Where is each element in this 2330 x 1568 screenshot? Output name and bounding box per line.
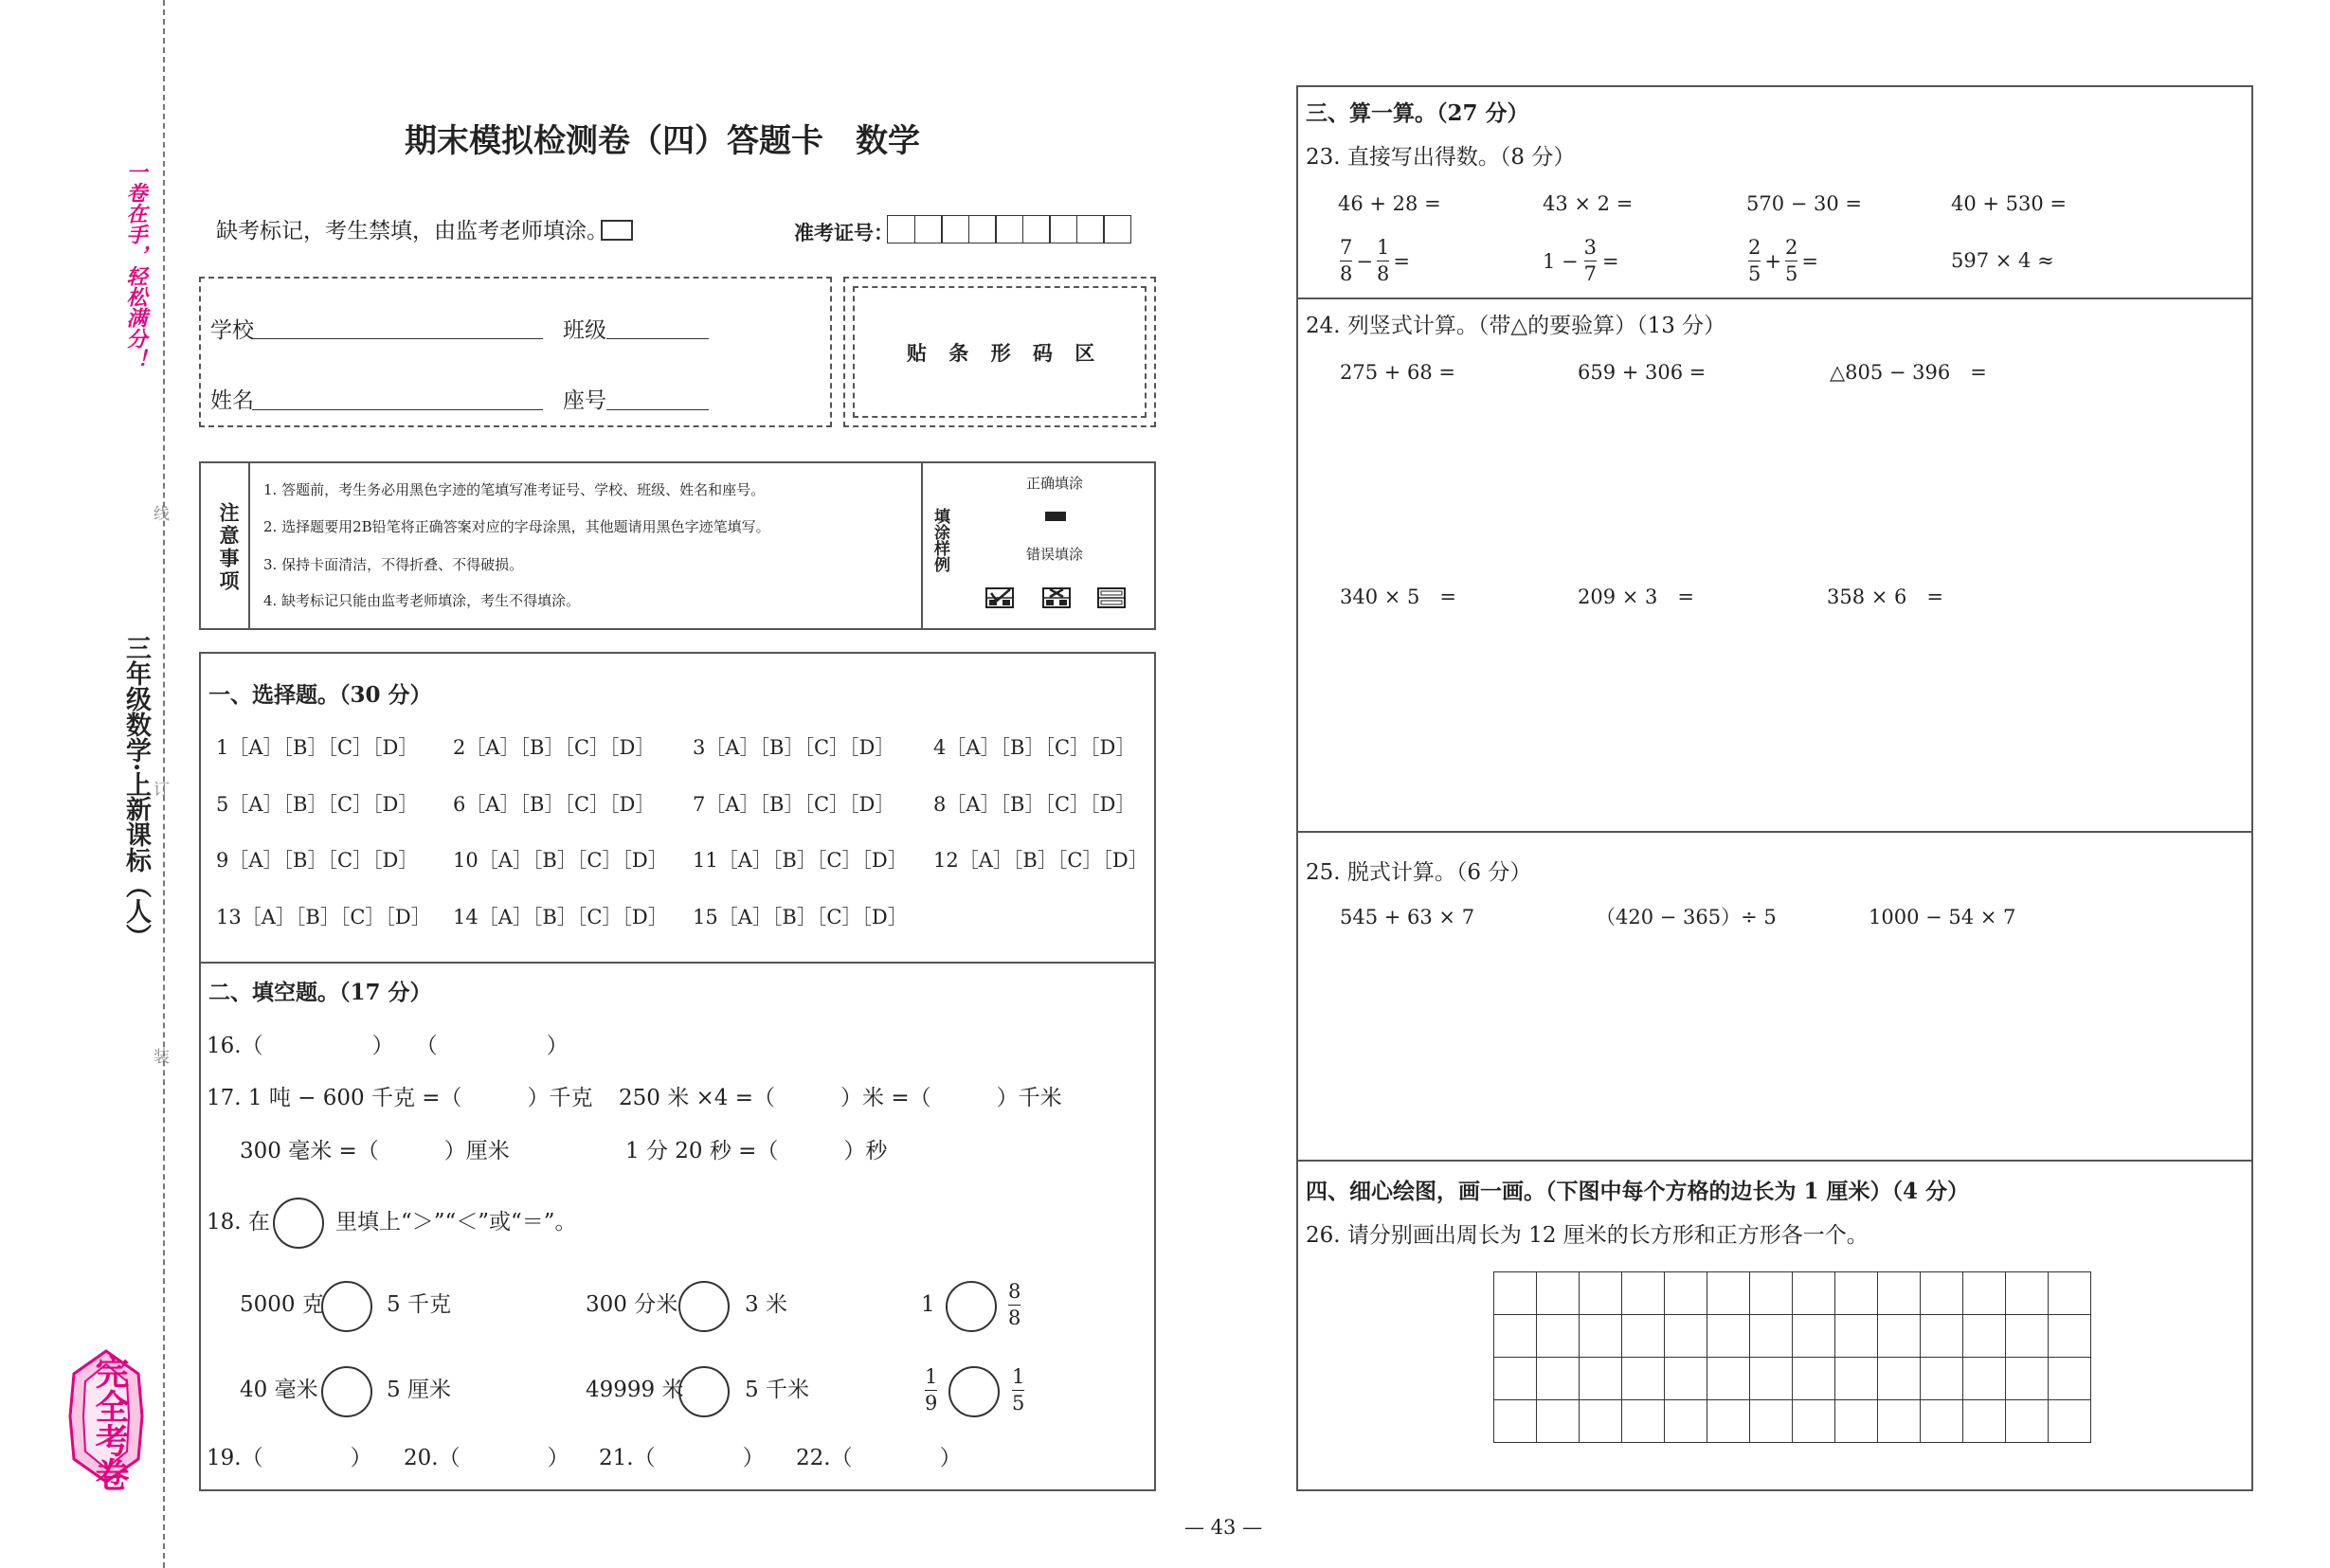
choice-options[interactable]: ［A］［B］［C］［D］	[717, 849, 908, 872]
grid-cell[interactable]	[1580, 1272, 1622, 1315]
choice-options[interactable]: ［A］［B］［C］［D］	[478, 906, 668, 928]
choice-row-9[interactable]	[216, 851, 418, 871]
exam-id-label: 准考证号：	[794, 221, 894, 244]
barcode-label: 贴 条 形 码 区	[907, 341, 1103, 365]
grid-cell[interactable]	[1878, 1358, 1921, 1400]
notice-item-4: 4. 缺考标记只能由监考老师填涂，考生不得填涂。	[263, 592, 581, 609]
choice-row-2[interactable]	[453, 738, 655, 758]
compare-1-right: 5 千克	[387, 1292, 451, 1317]
school-label: 学校	[210, 318, 254, 343]
grid-cell[interactable]	[1707, 1315, 1750, 1358]
grid-cell[interactable]	[1963, 1400, 2006, 1443]
cut-mark-pack: 装	[154, 1048, 170, 1067]
choice-number: 13	[216, 906, 242, 928]
choice-row-7[interactable]	[693, 795, 894, 815]
q17-mm[interactable]: 300 毫米 =（ ）厘米	[240, 1139, 510, 1163]
grid-cell[interactable]	[2006, 1315, 2049, 1358]
choice-row-13[interactable]	[216, 908, 431, 928]
choice-number: 14	[453, 906, 479, 928]
q23-item-4[interactable]: 40 + 530 =	[1951, 192, 2068, 215]
grid-cell[interactable]	[1835, 1358, 1878, 1400]
wrong-empty-mark	[1097, 587, 1126, 608]
class-label: 班级	[563, 318, 606, 343]
section4-title: 四、细心绘图，画一画。（下图中每个方格的边长为 1 厘米）（4 分）	[1306, 1179, 1970, 1204]
compare-1-left: 5000 克	[240, 1292, 324, 1317]
grid-cell[interactable]	[1835, 1315, 1878, 1358]
seat-field[interactable]	[606, 409, 709, 410]
grid-cell[interactable]	[2006, 1272, 2049, 1315]
grid-cell[interactable]	[2049, 1400, 2091, 1443]
grid-cell[interactable]	[1494, 1315, 1537, 1358]
book-name: 三年级数学·上	[121, 635, 151, 798]
compare-6-circle[interactable]	[948, 1366, 1000, 1417]
grid-cell[interactable]	[1921, 1400, 1963, 1443]
correct-fill-mark	[1045, 512, 1066, 521]
section3-title: 三、算一算。（27 分）	[1306, 100, 1529, 126]
grid-cell[interactable]	[1494, 1272, 1537, 1315]
grid-cell[interactable]	[1707, 1358, 1750, 1400]
q25-title: 25. 脱式计算。（6 分）	[1306, 860, 1532, 885]
page-title: 期末模拟检测卷（四）答题卡 数学	[405, 122, 920, 160]
grid-cell[interactable]	[1963, 1272, 2006, 1315]
grid-cell[interactable]	[1580, 1358, 1622, 1400]
grid-cell[interactable]	[1537, 1272, 1580, 1315]
notice-title: 注意事项	[217, 502, 241, 593]
grid-cell[interactable]	[1580, 1315, 1622, 1358]
compare-6-left-frac: 1 9	[925, 1365, 938, 1415]
compare-5-left: 49999 米	[586, 1378, 684, 1402]
wrong-fill-label: 错误填涂	[1026, 546, 1084, 563]
choice-options[interactable]: ［A］［B］［C］［D］	[241, 906, 431, 928]
choice-options[interactable]: ［A］［B］［C］［D］	[705, 736, 895, 759]
notice-item-1: 1. 答题前，考生务必用黑色字迹的笔填写准考证号、学校、班级、姓名和座号。	[263, 481, 766, 498]
compare-2-right: 3 米	[745, 1292, 787, 1317]
choice-number: 11	[693, 849, 718, 872]
compare-4-right: 5 厘米	[387, 1378, 451, 1402]
grid-cell[interactable]	[2006, 1400, 2049, 1443]
grid-cell[interactable]	[1707, 1400, 1750, 1443]
q22[interactable]: 22.（ ）	[796, 1446, 962, 1470]
choice-options[interactable]: ［A］［B］［C］［D］	[946, 736, 1136, 759]
class-field[interactable]	[606, 338, 709, 339]
compare-4-left: 40 毫米	[240, 1378, 318, 1402]
grid-cell[interactable]	[1494, 1358, 1537, 1400]
grid-cell[interactable]	[1622, 1272, 1665, 1315]
choice-row-11[interactable]	[693, 851, 908, 871]
choice-options[interactable]: ［A］［B］［C］［D］	[705, 793, 895, 816]
brand-logo	[64, 1345, 148, 1491]
grid-cell[interactable]	[1665, 1315, 1707, 1358]
q24-item-3[interactable]: △805 − 396 =	[1830, 361, 1987, 384]
compare-4-circle[interactable]	[321, 1366, 372, 1417]
grid-cell[interactable]	[1963, 1358, 2006, 1400]
name-label: 姓名	[210, 388, 254, 413]
q23-item-7[interactable]: $\frac{2}{5}$ + $\frac{2}{5}$ =	[1748, 236, 1818, 286]
grid-cell[interactable]	[2049, 1272, 2091, 1315]
wrong-cross-mark	[1042, 587, 1071, 608]
choice-options[interactable]: ［A］［B］［C］［D］	[946, 793, 1136, 816]
grid-cell[interactable]	[1878, 1315, 1921, 1358]
grid-cell[interactable]	[2049, 1315, 2091, 1358]
grid-cell[interactable]	[2006, 1358, 2049, 1400]
q26-title: 26. 请分别画出周长为 12 厘米的长方形和正方形各一个。	[1306, 1223, 1869, 1248]
grid-cell[interactable]	[1835, 1400, 1878, 1443]
q24-item-1[interactable]: 275 + 68 =	[1340, 361, 1456, 384]
section2-title: 二、填空题。（17 分）	[208, 980, 432, 1005]
compare-3-circle[interactable]	[946, 1281, 997, 1332]
grid-cell[interactable]	[1793, 1315, 1835, 1358]
choice-row-10[interactable]	[453, 851, 668, 871]
choice-number: 5	[216, 793, 229, 816]
brand-text: 完全考卷	[90, 1355, 129, 1491]
grid-cell[interactable]	[1878, 1272, 1921, 1315]
choice-options[interactable]: ［A］［B］［C］［D］	[465, 793, 656, 816]
name-field[interactable]	[252, 409, 543, 410]
choice-row-8[interactable]	[933, 795, 1135, 815]
q23-item-5[interactable]: $\frac{7}{8}$ − $\frac{1}{8}$ =	[1340, 236, 1410, 286]
correct-fill-label: 正确填涂	[1026, 475, 1084, 492]
compare-3-left: 1	[921, 1292, 935, 1317]
cut-mark-line: 线	[154, 505, 170, 524]
grid-cell[interactable]	[1921, 1272, 1963, 1315]
grid-cell[interactable]	[1750, 1400, 1793, 1443]
exam-id-boxes[interactable]	[887, 215, 1131, 245]
q25-item-2[interactable]: （420 − 365）÷ 5	[1596, 906, 1777, 928]
sample-title: 填涂样例	[930, 508, 949, 572]
grid-cell[interactable]	[1750, 1358, 1793, 1400]
choice-number: 2	[453, 736, 466, 759]
q24-item-2[interactable]: 659 + 306 =	[1578, 361, 1707, 384]
slogan: 一卷在手，轻松满分！	[123, 161, 148, 369]
grid-cell[interactable]	[1793, 1272, 1835, 1315]
compare-2-left: 300 分米	[586, 1292, 678, 1317]
grid-cell[interactable]	[1750, 1272, 1793, 1315]
compare-1-circle[interactable]	[321, 1281, 372, 1332]
wrong-check-mark	[985, 587, 1014, 608]
absent-checkbox[interactable]	[601, 220, 633, 241]
grid-cell[interactable]	[1537, 1358, 1580, 1400]
choice-options[interactable]: ［A］［B］［C］［D］	[478, 849, 668, 872]
q24-title: 24. 列竖式计算。（带△的要验算）（13 分）	[1306, 314, 1726, 338]
grid-cell[interactable]	[1963, 1315, 2006, 1358]
grid-cell[interactable]	[1921, 1315, 1963, 1358]
compare-2-circle[interactable]	[678, 1281, 730, 1332]
grid-cell[interactable]	[1793, 1358, 1835, 1400]
q23-item-2[interactable]: 43 × 2 =	[1543, 192, 1634, 215]
grid-cell[interactable]	[2049, 1358, 2091, 1400]
grid-cell[interactable]	[1793, 1400, 1835, 1443]
drawing-grid[interactable]	[1493, 1271, 2091, 1443]
q20[interactable]: 20.（ ）	[404, 1446, 569, 1470]
choice-options[interactable]: ［A］［B］［C］［D］	[465, 736, 656, 759]
q16[interactable]: 16.（ ） （ ）	[207, 1034, 569, 1058]
grid-cell[interactable]	[1622, 1315, 1665, 1358]
info-box	[199, 277, 832, 427]
q17-ton[interactable]: 17. 1 吨 − 600 千克 =（ ）千克	[207, 1086, 593, 1110]
grid-cell[interactable]	[1537, 1315, 1580, 1358]
notice-item-3: 3. 保持卡面清洁，不得折叠、不得破损。	[263, 556, 524, 573]
choice-options[interactable]: ［A］［B］［C］［D］	[228, 849, 419, 872]
q24-item-6[interactable]: 358 × 6 =	[1827, 586, 1943, 608]
grid-cell[interactable]	[1921, 1358, 1963, 1400]
q25-item-1[interactable]: 545 + 63 × 7	[1340, 906, 1475, 928]
grid-cell[interactable]	[1835, 1272, 1878, 1315]
grid-cell[interactable]	[1878, 1400, 1921, 1443]
grid-cell[interactable]	[1750, 1315, 1793, 1358]
choice-row-3[interactable]	[693, 738, 894, 758]
grid-cell[interactable]	[1622, 1358, 1665, 1400]
compare-5-circle[interactable]	[678, 1366, 730, 1417]
q23-item-6[interactable]: 1 − $\frac{3}{7}$ =	[1543, 236, 1619, 286]
q21[interactable]: 21.（ ）	[599, 1446, 765, 1470]
choice-number: 9	[216, 849, 229, 872]
q23-item-1[interactable]: 46 + 28 =	[1338, 192, 1441, 215]
q18-suffix: 里填上“＞”“＜”或“＝”。	[335, 1210, 577, 1235]
compare-6-right-frac: 1 5	[1012, 1365, 1025, 1415]
choice-row-14[interactable]	[453, 908, 668, 928]
q23-item-8[interactable]: 597 × 4 ≈	[1951, 249, 2054, 272]
q25-item-3[interactable]: 1000 − 54 × 7	[1869, 906, 2016, 928]
edition: 新课标（人）	[121, 796, 151, 949]
choice-number: 10	[453, 849, 479, 872]
choice-number: 8	[933, 793, 947, 816]
grid-cell[interactable]	[1707, 1272, 1750, 1315]
grid-cell[interactable]	[1494, 1400, 1537, 1443]
grid-cell[interactable]	[1665, 1272, 1707, 1315]
choice-number: 1	[216, 736, 229, 759]
choice-number: 12	[933, 849, 959, 872]
q23-item-3[interactable]: 570 − 30 =	[1746, 192, 1863, 215]
choice-row-4[interactable]	[933, 738, 1135, 758]
choice-number: 3	[693, 736, 706, 759]
choice-number: 4	[933, 736, 947, 759]
choice-options[interactable]: ［A］［B］［C］［D］	[958, 849, 1148, 872]
compare-5-right: 5 千米	[745, 1378, 809, 1402]
choice-number: 6	[453, 793, 466, 816]
q23-title: 23. 直接写出得数。（8 分）	[1306, 145, 1576, 170]
choice-row-5[interactable]	[216, 795, 418, 815]
q18-example-circle	[273, 1198, 324, 1249]
q24-item-5[interactable]: 209 × 3 =	[1578, 586, 1694, 608]
school-field[interactable]	[252, 338, 543, 339]
compare-3-right-frac: 8 8	[1008, 1280, 1021, 1330]
grid-cell[interactable]	[1665, 1358, 1707, 1400]
cut-mark-bind: 订	[154, 781, 170, 800]
choice-row-1[interactable]	[216, 738, 418, 758]
q17-meter[interactable]: 250 米 ×4 =（ ）米 =（ ）千米	[619, 1086, 1062, 1110]
page-number: — 43 —	[1184, 1516, 1263, 1539]
choice-row-15[interactable]	[693, 908, 908, 928]
choice-options[interactable]: ［A］［B］［C］［D］	[228, 793, 419, 816]
choice-options[interactable]: ［A］［B］［C］［D］	[228, 736, 419, 759]
section1-title: 一、选择题。（30 分）	[208, 682, 432, 708]
q19[interactable]: 19.（ ）	[207, 1446, 372, 1470]
grid-cell[interactable]	[1580, 1400, 1622, 1443]
absent-note: 缺考标记，考生禁填，由监考老师填涂。	[216, 219, 608, 243]
grid-cell[interactable]	[1665, 1400, 1707, 1443]
choice-row-6[interactable]	[453, 795, 655, 815]
q24-item-4[interactable]: 340 × 5 =	[1340, 586, 1456, 608]
seat-label: 座号	[563, 388, 606, 413]
q18-prefix: 18. 在	[207, 1210, 270, 1235]
choice-row-12[interactable]	[933, 851, 1148, 871]
grid-cell[interactable]	[1537, 1400, 1580, 1443]
choice-number: 15	[693, 906, 718, 928]
notice-item-2: 2. 选择题要用2B铅笔将正确答案对应的字母涂黑，其他题请用黑色字迹笔填写。	[263, 518, 770, 535]
choice-number: 7	[693, 793, 706, 816]
grid-cell[interactable]	[1622, 1400, 1665, 1443]
choice-options[interactable]: ［A］［B］［C］［D］	[717, 906, 908, 928]
q17-sec[interactable]: 1 分 20 秒 =（ ）秒	[625, 1139, 888, 1163]
